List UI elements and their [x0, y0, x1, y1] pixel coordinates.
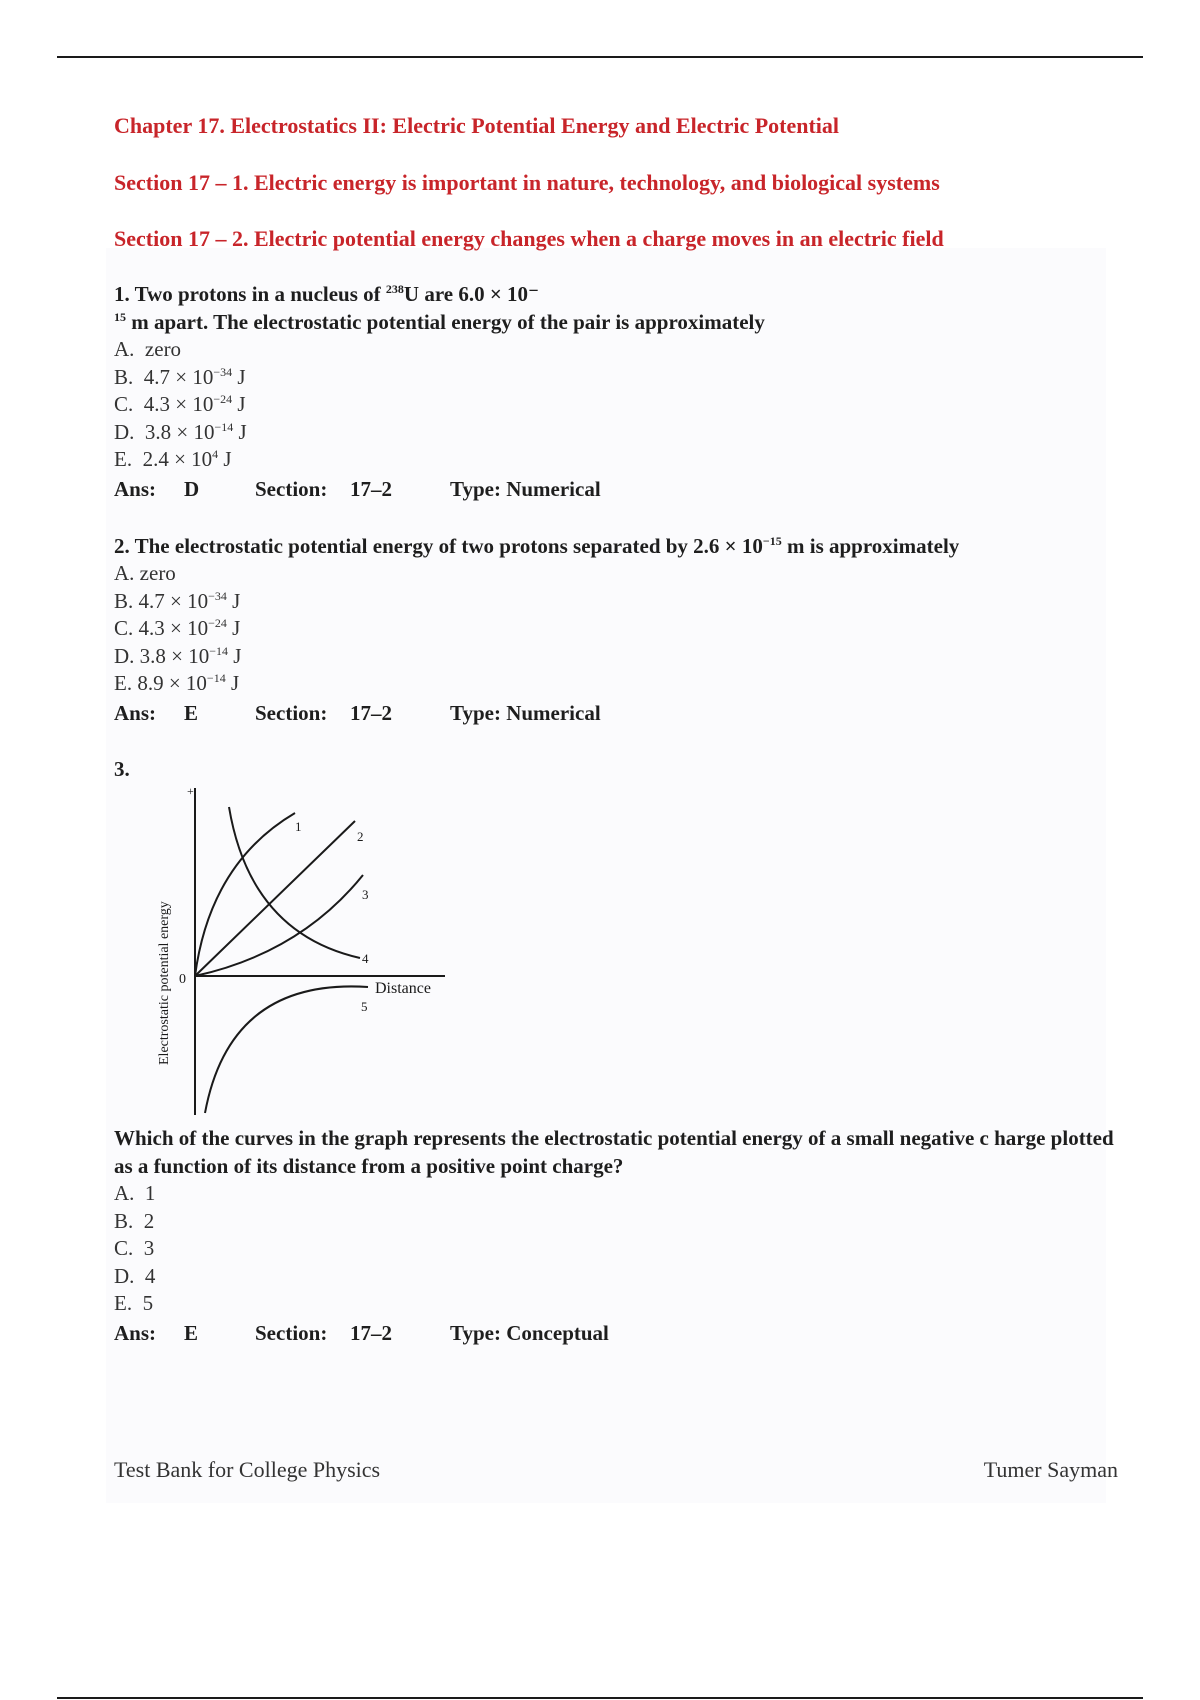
option: B. $4.7 \times 10^{-34}$ J [114, 588, 241, 613]
exponent-continuation: 15 [114, 310, 126, 324]
curve-label-2: 2 [357, 829, 364, 844]
question-3-text: Which of the curves in the graph represents the electrostatic potential energy of a small negative c harge plotted as a function of its distance from a positive point charge? [114, 1126, 1114, 1178]
isotope-mass-number: 238 [385, 282, 404, 296]
curve-label-4: 4 [362, 951, 369, 966]
curve-5 [205, 986, 368, 1113]
potential-energy-graph [150, 783, 460, 1128]
answer-line: Ans: E Section: 17–2 Type: Conceptual [114, 1320, 609, 1345]
question-1 [114, 280, 1114, 504]
option: D. 4 [114, 1263, 156, 1288]
curve-label-3: 3 [362, 887, 369, 902]
option: C. $4.3 \times 10^{-24}$ J [114, 392, 246, 416]
question-1-text-start: 1. Two protons in a nucleus of [114, 282, 386, 306]
question-1-text [114, 280, 1114, 336]
option: D. $3.8 \times 10^{-14}$ J [114, 643, 242, 668]
question-3 [114, 1124, 1114, 1348]
option: E. $8.9 \times 10^{-14}$ J [114, 671, 240, 695]
option: A. 1 [114, 1181, 156, 1205]
option: A. zero [114, 337, 182, 361]
option: A. zero [114, 561, 176, 585]
curve-label-1: 1 [295, 819, 302, 834]
x-axis-label: Distance [375, 980, 431, 997]
origin-label: 0 [179, 972, 186, 987]
option: B. $4.7 \times 10^{-34}$ J [114, 364, 246, 389]
answer-line: Ans: D Section: 17–2 Type: Numerical [114, 476, 601, 501]
question-3-number-line [114, 755, 1114, 783]
question-2 [114, 532, 1114, 728]
question-1-text-line1: U are 6.0 × 10⁻ [403, 282, 540, 306]
y-axis-label: Electrostatic potential energy [157, 901, 172, 1065]
section-heading-17-1: Section 17 – 1. Electric energy is important in nature, technology, and biological systems [114, 170, 940, 195]
chapter-title: Chapter 17. Electrostatics II: Electric Potential Energy and Electric Potential [114, 113, 840, 138]
option: D. $3.8 \times 10^{-14}$ J [114, 419, 247, 444]
curve-label-5: 5 [361, 999, 368, 1014]
footer-author: Tumer Sayman [983, 1457, 1118, 1482]
top-rule [57, 56, 1143, 58]
option: B. 2 [114, 1208, 155, 1233]
question-1-text-line2: m apart. The electrostatic potential energy of the pair is approximately [126, 310, 765, 334]
question-3-number: 3. [114, 757, 130, 781]
option: C. 3 [114, 1236, 155, 1260]
option: E. 5 [114, 1291, 154, 1315]
section-heading-17-2: Section 17 – 2. Electric potential energy changes when a charge moves in an electric field [114, 226, 944, 251]
y-axis-plus: + [187, 784, 194, 798]
question-2-text: 2. The electrostatic potential energy of two protons separated by $2.6 \times 10^{-15}$ m is approximately [114, 534, 960, 558]
option: E. $2.4 \times 10^4$ J [114, 447, 232, 471]
footer-book-title: Test Bank for College Physics [114, 1457, 381, 1482]
bottom-rule [57, 1697, 1143, 1699]
curve-2 [195, 821, 355, 976]
answer-line: Ans: E Section: 17–2 Type: Numerical [114, 700, 601, 725]
option: C. $4.3 \times 10^{-24}$ J [114, 616, 241, 640]
